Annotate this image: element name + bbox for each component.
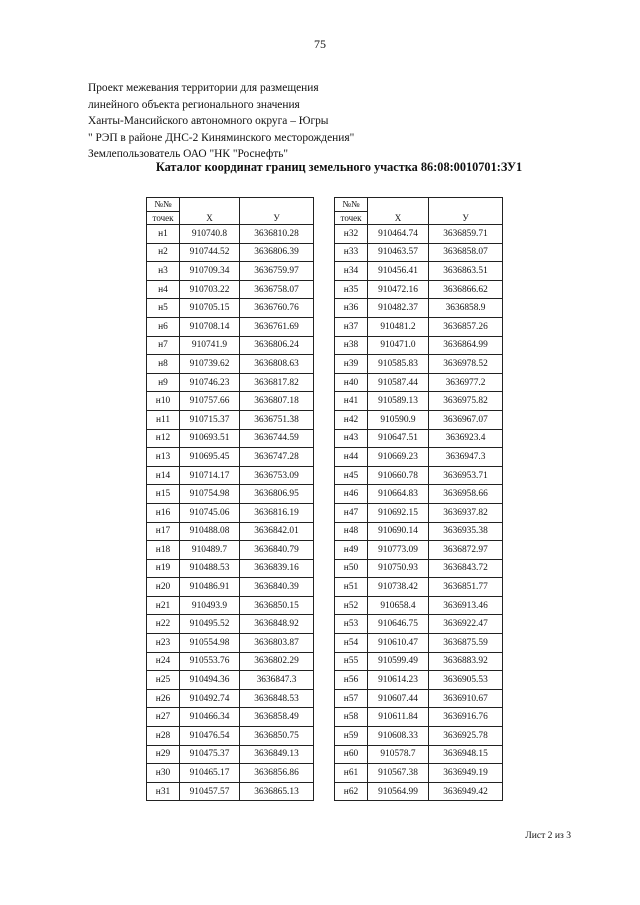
x-coordinate-cell: 910745.06 xyxy=(180,503,240,522)
y-coordinate-cell: 3636850.75 xyxy=(240,727,314,746)
table-row xyxy=(335,392,503,411)
column-header-y: У xyxy=(240,211,314,225)
x-coordinate-cell: 910589.13 xyxy=(368,392,429,411)
table-row xyxy=(335,243,503,262)
table-row xyxy=(147,541,314,560)
point-number-cell: н13 xyxy=(147,448,180,467)
point-number-cell: н44 xyxy=(335,448,368,467)
table-row xyxy=(335,262,503,281)
x-coordinate-cell: 910692.15 xyxy=(368,503,429,522)
y-coordinate-cell: 3636849.13 xyxy=(240,745,314,764)
column-header-number-label: точек xyxy=(335,211,368,225)
coordinates-table-right xyxy=(334,197,503,801)
point-number-cell: н41 xyxy=(335,392,368,411)
y-coordinate-cell: 3636947.3 xyxy=(429,448,503,467)
point-number-cell: н38 xyxy=(335,336,368,355)
table-row xyxy=(147,485,314,504)
x-coordinate-cell: 910738.42 xyxy=(368,578,429,597)
point-number-cell: н31 xyxy=(147,782,180,801)
table-row xyxy=(335,652,503,671)
x-coordinate-cell: 910690.14 xyxy=(368,522,429,541)
x-coordinate-cell: 910482.37 xyxy=(368,299,429,318)
header-line: Землепользователь ОАО "НК "Роснефть" xyxy=(88,148,289,161)
x-coordinate-cell: 910486.91 xyxy=(180,578,240,597)
point-number-cell: н42 xyxy=(335,410,368,429)
point-number-cell: н16 xyxy=(147,503,180,522)
table-row xyxy=(335,448,503,467)
table-row xyxy=(147,448,314,467)
y-coordinate-cell: 3636949.19 xyxy=(429,764,503,783)
x-coordinate-cell: 910464.74 xyxy=(368,225,429,244)
point-number-cell: н4 xyxy=(147,280,180,299)
y-coordinate-cell: 3636807.18 xyxy=(240,392,314,411)
x-coordinate-cell: 910465.17 xyxy=(180,764,240,783)
y-coordinate-cell: 3636843.72 xyxy=(429,559,503,578)
y-coordinate-cell: 3636850.15 xyxy=(240,596,314,615)
point-number-cell: н55 xyxy=(335,652,368,671)
x-coordinate-cell: 910554.98 xyxy=(180,634,240,653)
header-line: Ханты-Мансийского автономного округа – Югры xyxy=(88,115,329,128)
table-row xyxy=(335,280,503,299)
column-header-x: Х xyxy=(180,211,240,225)
y-coordinate-cell: 3636810.28 xyxy=(240,225,314,244)
table-row xyxy=(147,503,314,522)
y-coordinate-cell: 3636840.79 xyxy=(240,541,314,560)
y-coordinate-cell: 3636760.76 xyxy=(240,299,314,318)
x-coordinate-cell: 910715.37 xyxy=(180,410,240,429)
point-number-cell: н27 xyxy=(147,708,180,727)
table-row xyxy=(335,503,503,522)
y-coordinate-cell: 3636863.51 xyxy=(429,262,503,281)
x-coordinate-cell: 910658.4 xyxy=(368,596,429,615)
y-coordinate-cell: 3636859.71 xyxy=(429,225,503,244)
point-number-cell: н34 xyxy=(335,262,368,281)
table-row xyxy=(147,578,314,597)
y-coordinate-cell: 3636925.78 xyxy=(429,727,503,746)
x-coordinate-cell: 910564.99 xyxy=(368,782,429,801)
table-row xyxy=(335,485,503,504)
point-number-cell: н47 xyxy=(335,503,368,522)
x-coordinate-cell: 910578.7 xyxy=(368,745,429,764)
table-row xyxy=(147,410,314,429)
point-number-cell: н40 xyxy=(335,373,368,392)
x-coordinate-cell: 910471.0 xyxy=(368,336,429,355)
point-number-cell: н18 xyxy=(147,541,180,560)
y-coordinate-cell: 3636803.87 xyxy=(240,634,314,653)
column-header-y: У xyxy=(429,211,503,225)
y-coordinate-cell: 3636806.24 xyxy=(240,336,314,355)
y-coordinate-cell: 3636883.92 xyxy=(429,652,503,671)
table-row xyxy=(147,652,314,671)
y-coordinate-cell: 3636858.07 xyxy=(429,243,503,262)
x-coordinate-cell: 910481.2 xyxy=(368,317,429,336)
point-number-cell: н20 xyxy=(147,578,180,597)
y-coordinate-cell: 3636806.39 xyxy=(240,243,314,262)
point-number-cell: н8 xyxy=(147,355,180,374)
y-coordinate-cell: 3636910.67 xyxy=(429,689,503,708)
point-number-cell: н43 xyxy=(335,429,368,448)
table-row xyxy=(335,522,503,541)
table-row xyxy=(335,429,503,448)
coordinates-table-left xyxy=(146,197,314,801)
x-coordinate-cell: 910590.9 xyxy=(368,410,429,429)
table-row xyxy=(147,429,314,448)
x-coordinate-cell: 910607.44 xyxy=(368,689,429,708)
point-number-cell: н24 xyxy=(147,652,180,671)
point-number-cell: н3 xyxy=(147,262,180,281)
page-number: 75 xyxy=(314,37,326,51)
table-row xyxy=(335,317,503,336)
y-coordinate-cell: 3636923.4 xyxy=(429,429,503,448)
table-row xyxy=(335,355,503,374)
x-coordinate-cell: 910646.75 xyxy=(368,615,429,634)
point-number-cell: н30 xyxy=(147,764,180,783)
x-coordinate-cell: 910463.57 xyxy=(368,243,429,262)
table-row xyxy=(335,541,503,560)
point-number-cell: н61 xyxy=(335,764,368,783)
y-coordinate-cell: 3636817.82 xyxy=(240,373,314,392)
point-number-cell: н5 xyxy=(147,299,180,318)
point-number-cell: н59 xyxy=(335,727,368,746)
y-coordinate-cell: 3636949.42 xyxy=(429,782,503,801)
table-row xyxy=(147,299,314,318)
y-coordinate-cell: 3636858.49 xyxy=(240,708,314,727)
point-number-cell: н33 xyxy=(335,243,368,262)
x-coordinate-cell: 910746.23 xyxy=(180,373,240,392)
point-number-cell: н23 xyxy=(147,634,180,653)
table-row xyxy=(147,522,314,541)
y-coordinate-cell: 3636916.76 xyxy=(429,708,503,727)
x-coordinate-cell: 910695.45 xyxy=(180,448,240,467)
point-number-cell: н10 xyxy=(147,392,180,411)
point-number-cell: н19 xyxy=(147,559,180,578)
point-number-cell: н11 xyxy=(147,410,180,429)
table-row xyxy=(147,225,314,244)
point-number-cell: н7 xyxy=(147,336,180,355)
x-coordinate-cell: 910750.93 xyxy=(368,559,429,578)
table-row xyxy=(147,317,314,336)
x-coordinate-cell: 910493.9 xyxy=(180,596,240,615)
point-number-cell: н52 xyxy=(335,596,368,615)
y-coordinate-cell: 3636865.13 xyxy=(240,782,314,801)
y-coordinate-cell: 3636856.86 xyxy=(240,764,314,783)
point-number-cell: н28 xyxy=(147,727,180,746)
y-coordinate-cell: 3636808.63 xyxy=(240,355,314,374)
y-coordinate-cell: 3636922.47 xyxy=(429,615,503,634)
x-coordinate-cell: 910611.84 xyxy=(368,708,429,727)
point-number-cell: н57 xyxy=(335,689,368,708)
x-coordinate-cell: 910553.76 xyxy=(180,652,240,671)
x-coordinate-cell: 910708.14 xyxy=(180,317,240,336)
table-row xyxy=(335,745,503,764)
table-row xyxy=(147,559,314,578)
x-coordinate-cell: 910608.33 xyxy=(368,727,429,746)
y-coordinate-cell: 3636875.59 xyxy=(429,634,503,653)
y-coordinate-cell: 3636847.3 xyxy=(240,671,314,690)
point-number-cell: н21 xyxy=(147,596,180,615)
column-header-number: №№ xyxy=(147,198,180,212)
y-coordinate-cell: 3636802.29 xyxy=(240,652,314,671)
y-coordinate-cell: 3636761.69 xyxy=(240,317,314,336)
x-coordinate-cell: 910660.78 xyxy=(368,466,429,485)
table-body-right xyxy=(335,225,503,801)
point-number-cell: н45 xyxy=(335,466,368,485)
header-line: " РЭП в районе ДНС-2 Киняминского месторождения" xyxy=(88,131,355,144)
table-row xyxy=(147,243,314,262)
point-number-cell: н37 xyxy=(335,317,368,336)
x-coordinate-cell: 910614.23 xyxy=(368,671,429,690)
y-coordinate-cell: 3636953.71 xyxy=(429,466,503,485)
y-coordinate-cell: 3636753.09 xyxy=(240,466,314,485)
y-coordinate-cell: 3636872.97 xyxy=(429,541,503,560)
x-coordinate-cell: 910664.83 xyxy=(368,485,429,504)
point-number-cell: н1 xyxy=(147,225,180,244)
y-coordinate-cell: 3636978.52 xyxy=(429,355,503,374)
table-row xyxy=(147,745,314,764)
table-row xyxy=(335,559,503,578)
point-number-cell: н6 xyxy=(147,317,180,336)
y-coordinate-cell: 3636967.07 xyxy=(429,410,503,429)
table-row xyxy=(335,578,503,597)
table-row xyxy=(335,336,503,355)
table-row xyxy=(335,373,503,392)
x-coordinate-cell: 910457.57 xyxy=(180,782,240,801)
point-number-cell: н29 xyxy=(147,745,180,764)
point-number-cell: н46 xyxy=(335,485,368,504)
x-coordinate-cell: 910488.08 xyxy=(180,522,240,541)
x-coordinate-cell: 910495.52 xyxy=(180,615,240,634)
y-coordinate-cell: 3636858.9 xyxy=(429,299,503,318)
point-number-cell: н39 xyxy=(335,355,368,374)
y-coordinate-cell: 3636948.15 xyxy=(429,745,503,764)
point-number-cell: н25 xyxy=(147,671,180,690)
x-coordinate-cell: 910754.98 xyxy=(180,485,240,504)
y-coordinate-cell: 3636816.19 xyxy=(240,503,314,522)
x-coordinate-cell: 910703.22 xyxy=(180,280,240,299)
table-row xyxy=(147,392,314,411)
table-row xyxy=(335,671,503,690)
point-number-cell: н2 xyxy=(147,243,180,262)
table-row xyxy=(147,764,314,783)
point-number-cell: н53 xyxy=(335,615,368,634)
table-row xyxy=(147,373,314,392)
table-row xyxy=(147,727,314,746)
table-row xyxy=(335,782,503,801)
x-coordinate-cell: 910705.15 xyxy=(180,299,240,318)
x-coordinate-cell: 910488.53 xyxy=(180,559,240,578)
point-number-cell: н35 xyxy=(335,280,368,299)
y-coordinate-cell: 3636864.99 xyxy=(429,336,503,355)
table-row xyxy=(147,671,314,690)
table-row xyxy=(147,355,314,374)
point-number-cell: н12 xyxy=(147,429,180,448)
x-coordinate-cell: 910693.51 xyxy=(180,429,240,448)
point-number-cell: н60 xyxy=(335,745,368,764)
column-header-number-label: точек xyxy=(147,211,180,225)
x-coordinate-cell: 910709.34 xyxy=(180,262,240,281)
y-coordinate-cell: 3636839.16 xyxy=(240,559,314,578)
point-number-cell: н22 xyxy=(147,615,180,634)
y-coordinate-cell: 3636937.82 xyxy=(429,503,503,522)
table-row xyxy=(335,708,503,727)
document-header xyxy=(88,80,354,163)
x-coordinate-cell: 910741.9 xyxy=(180,336,240,355)
point-number-cell: н58 xyxy=(335,708,368,727)
x-coordinate-cell: 910489.7 xyxy=(180,541,240,560)
column-header-number: №№ xyxy=(335,198,368,212)
x-coordinate-cell: 910714.17 xyxy=(180,466,240,485)
x-coordinate-cell: 910585.83 xyxy=(368,355,429,374)
y-coordinate-cell: 3636806.95 xyxy=(240,485,314,504)
table-row xyxy=(147,336,314,355)
y-coordinate-cell: 3636958.66 xyxy=(429,485,503,504)
point-number-cell: н49 xyxy=(335,541,368,560)
x-coordinate-cell: 910476.54 xyxy=(180,727,240,746)
point-number-cell: н15 xyxy=(147,485,180,504)
table-row xyxy=(335,410,503,429)
table-row xyxy=(147,262,314,281)
point-number-cell: н36 xyxy=(335,299,368,318)
table-row xyxy=(335,466,503,485)
x-coordinate-cell: 910610.47 xyxy=(368,634,429,653)
sheet-footer: Лист 2 из 3 xyxy=(525,830,571,841)
x-coordinate-cell: 910740.8 xyxy=(180,225,240,244)
y-coordinate-cell: 3636751.38 xyxy=(240,410,314,429)
x-coordinate-cell: 910599.49 xyxy=(368,652,429,671)
table-row xyxy=(147,280,314,299)
table-row xyxy=(147,782,314,801)
x-coordinate-cell: 910456.41 xyxy=(368,262,429,281)
x-coordinate-cell: 910472.16 xyxy=(368,280,429,299)
table-row xyxy=(335,299,503,318)
y-coordinate-cell: 3636759.97 xyxy=(240,262,314,281)
y-coordinate-cell: 3636857.26 xyxy=(429,317,503,336)
point-number-cell: н51 xyxy=(335,578,368,597)
x-coordinate-cell: 910494.36 xyxy=(180,671,240,690)
table-body-left xyxy=(147,225,314,801)
point-number-cell: н32 xyxy=(335,225,368,244)
table-row xyxy=(147,634,314,653)
x-coordinate-cell: 910669.23 xyxy=(368,448,429,467)
x-coordinate-cell: 910757.66 xyxy=(180,392,240,411)
table-row xyxy=(147,466,314,485)
x-coordinate-cell: 910567.38 xyxy=(368,764,429,783)
table-row xyxy=(147,689,314,708)
table-row xyxy=(335,764,503,783)
table-row xyxy=(335,689,503,708)
y-coordinate-cell: 3636842.01 xyxy=(240,522,314,541)
point-number-cell: н62 xyxy=(335,782,368,801)
table-row xyxy=(335,225,503,244)
y-coordinate-cell: 3636758.07 xyxy=(240,280,314,299)
table-row xyxy=(147,596,314,615)
y-coordinate-cell: 3636747.28 xyxy=(240,448,314,467)
table-row xyxy=(335,615,503,634)
point-number-cell: н56 xyxy=(335,671,368,690)
x-coordinate-cell: 910475.37 xyxy=(180,745,240,764)
x-coordinate-cell: 910466.34 xyxy=(180,708,240,727)
table-row xyxy=(147,615,314,634)
x-coordinate-cell: 910492.74 xyxy=(180,689,240,708)
y-coordinate-cell: 3636977.2 xyxy=(429,373,503,392)
y-coordinate-cell: 3636866.62 xyxy=(429,280,503,299)
y-coordinate-cell: 3636905.53 xyxy=(429,671,503,690)
point-number-cell: н54 xyxy=(335,634,368,653)
table-row xyxy=(335,727,503,746)
column-header-x: Х xyxy=(368,211,429,225)
point-number-cell: н14 xyxy=(147,466,180,485)
y-coordinate-cell: 3636840.39 xyxy=(240,578,314,597)
y-coordinate-cell: 3636848.53 xyxy=(240,689,314,708)
y-coordinate-cell: 3636744.59 xyxy=(240,429,314,448)
x-coordinate-cell: 910744.52 xyxy=(180,243,240,262)
y-coordinate-cell: 3636848.92 xyxy=(240,615,314,634)
table-row xyxy=(147,708,314,727)
x-coordinate-cell: 910587.44 xyxy=(368,373,429,392)
point-number-cell: н17 xyxy=(147,522,180,541)
header-line: линейного объекта регионального значения xyxy=(88,98,300,111)
y-coordinate-cell: 3636913.46 xyxy=(429,596,503,615)
point-number-cell: н50 xyxy=(335,559,368,578)
x-coordinate-cell: 910739.62 xyxy=(180,355,240,374)
header-line: Проект межевания территории для размещения xyxy=(88,82,319,94)
table-row xyxy=(335,596,503,615)
y-coordinate-cell: 3636851.77 xyxy=(429,578,503,597)
y-coordinate-cell: 3636935.38 xyxy=(429,522,503,541)
catalog-title: Каталог координат границ земельного участка 86:08:0010701:ЗУ1 xyxy=(155,160,523,174)
y-coordinate-cell: 3636975.82 xyxy=(429,392,503,411)
x-coordinate-cell: 910773.09 xyxy=(368,541,429,560)
point-number-cell: н9 xyxy=(147,373,180,392)
table-row xyxy=(335,634,503,653)
point-number-cell: н26 xyxy=(147,689,180,708)
point-number-cell: н48 xyxy=(335,522,368,541)
x-coordinate-cell: 910647.51 xyxy=(368,429,429,448)
